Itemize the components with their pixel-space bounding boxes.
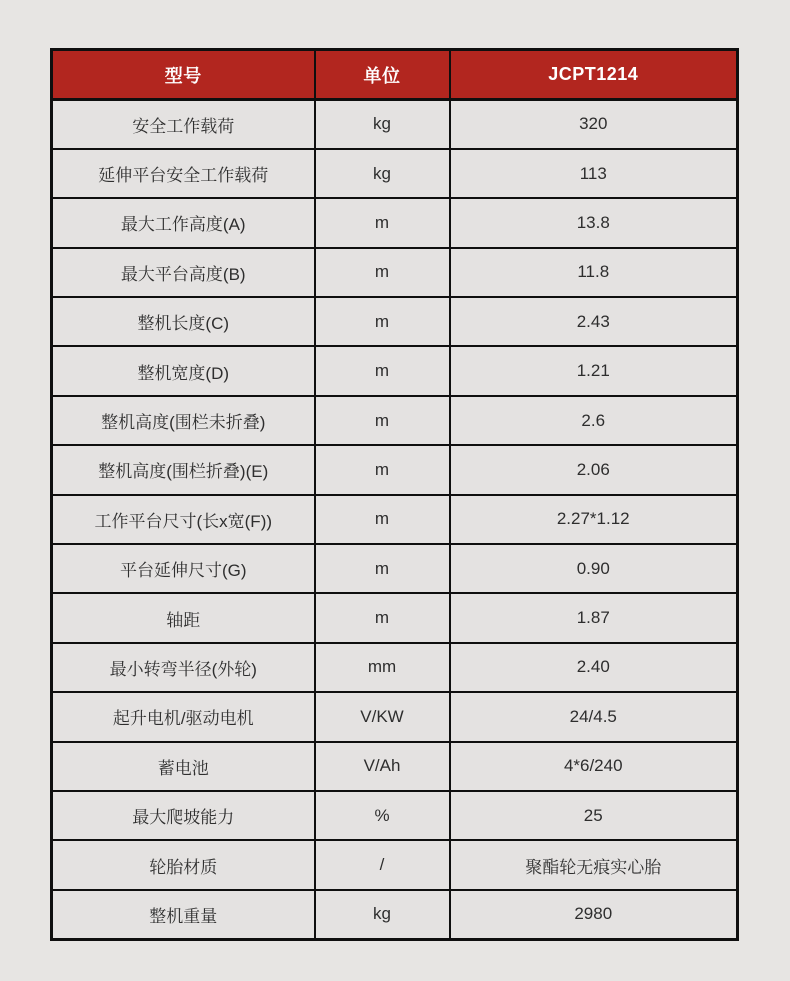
spec-value-cell: 320 — [450, 100, 738, 149]
spec-value-cell: 2.27*1.12 — [450, 495, 738, 544]
table-row — [52, 692, 738, 741]
table-row — [52, 248, 738, 297]
spec-unit-cell: m — [315, 346, 450, 395]
table-row — [52, 297, 738, 346]
spec-name-cell: 平台延伸尺寸(G) — [52, 544, 315, 593]
table-row — [52, 742, 738, 791]
spec-table-body — [52, 100, 738, 940]
spec-unit-cell: kg — [315, 149, 450, 198]
spec-name-cell: 安全工作载荷 — [52, 100, 315, 149]
table-row — [52, 346, 738, 395]
spec-name-cell: 整机长度(C) — [52, 297, 315, 346]
table-row — [52, 593, 738, 642]
spec-value-cell: 24/4.5 — [450, 692, 738, 741]
table-row — [52, 544, 738, 593]
header-row — [52, 50, 738, 100]
spec-value-cell: 2.6 — [450, 396, 738, 445]
spec-value-cell: 13.8 — [450, 198, 738, 247]
table-row — [52, 495, 738, 544]
spec-unit-cell: mm — [315, 643, 450, 692]
spec-name-cell: 整机重量 — [52, 890, 315, 939]
spec-unit-cell: m — [315, 445, 450, 494]
spec-table-header — [52, 50, 738, 100]
spec-value-cell: 2.40 — [450, 643, 738, 692]
header-model-value: JCPT1214 — [450, 50, 738, 100]
spec-name-cell: 轴距 — [52, 593, 315, 642]
spec-name-cell: 最大工作高度(A) — [52, 198, 315, 247]
spec-name-cell: 蓄电池 — [52, 742, 315, 791]
spec-value-cell: 2980 — [450, 890, 738, 939]
spec-value-cell: 2.06 — [450, 445, 738, 494]
spec-value-cell: 0.90 — [450, 544, 738, 593]
spec-unit-cell: V/KW — [315, 692, 450, 741]
table-row — [52, 840, 738, 889]
spec-unit-cell: m — [315, 495, 450, 544]
spec-unit-cell: kg — [315, 100, 450, 149]
spec-unit-cell: m — [315, 396, 450, 445]
header-unit-label: 单位 — [315, 50, 450, 100]
table-row — [52, 396, 738, 445]
spec-value-cell: 25 — [450, 791, 738, 840]
spec-name-cell: 轮胎材质 — [52, 840, 315, 889]
spec-name-cell: 工作平台尺寸(长x宽(F)) — [52, 495, 315, 544]
spec-name-cell: 延伸平台安全工作载荷 — [52, 149, 315, 198]
table-row — [52, 198, 738, 247]
spec-value-cell: 2.43 — [450, 297, 738, 346]
spec-unit-cell: m — [315, 297, 450, 346]
table-row — [52, 890, 738, 939]
spec-name-cell: 整机高度(围栏未折叠) — [52, 396, 315, 445]
table-row — [52, 445, 738, 494]
spec-value-cell: 1.87 — [450, 593, 738, 642]
spec-name-cell: 最大爬坡能力 — [52, 791, 315, 840]
spec-value-cell: 1.21 — [450, 346, 738, 395]
spec-unit-cell: m — [315, 198, 450, 247]
spec-table — [50, 48, 739, 941]
spec-unit-cell: V/Ah — [315, 742, 450, 791]
spec-name-cell: 最小转弯半径(外轮) — [52, 643, 315, 692]
spec-value-cell: 4*6/240 — [450, 742, 738, 791]
spec-unit-cell: m — [315, 544, 450, 593]
spec-unit-cell: m — [315, 593, 450, 642]
table-row — [52, 100, 738, 149]
table-row — [52, 149, 738, 198]
spec-value-cell: 11.8 — [450, 248, 738, 297]
spec-name-cell: 起升电机/驱动电机 — [52, 692, 315, 741]
spec-value-cell: 113 — [450, 149, 738, 198]
table-row — [52, 791, 738, 840]
spec-unit-cell: m — [315, 248, 450, 297]
header-model-label: 型号 — [52, 50, 315, 100]
spec-name-cell: 整机高度(围栏折叠)(E) — [52, 445, 315, 494]
spec-name-cell: 整机宽度(D) — [52, 346, 315, 395]
spec-value-cell: 聚酯轮无痕实心胎 — [450, 840, 738, 889]
spec-unit-cell: / — [315, 840, 450, 889]
spec-unit-cell: % — [315, 791, 450, 840]
spec-name-cell: 最大平台高度(B) — [52, 248, 315, 297]
table-row — [52, 643, 738, 692]
spec-unit-cell: kg — [315, 890, 450, 939]
